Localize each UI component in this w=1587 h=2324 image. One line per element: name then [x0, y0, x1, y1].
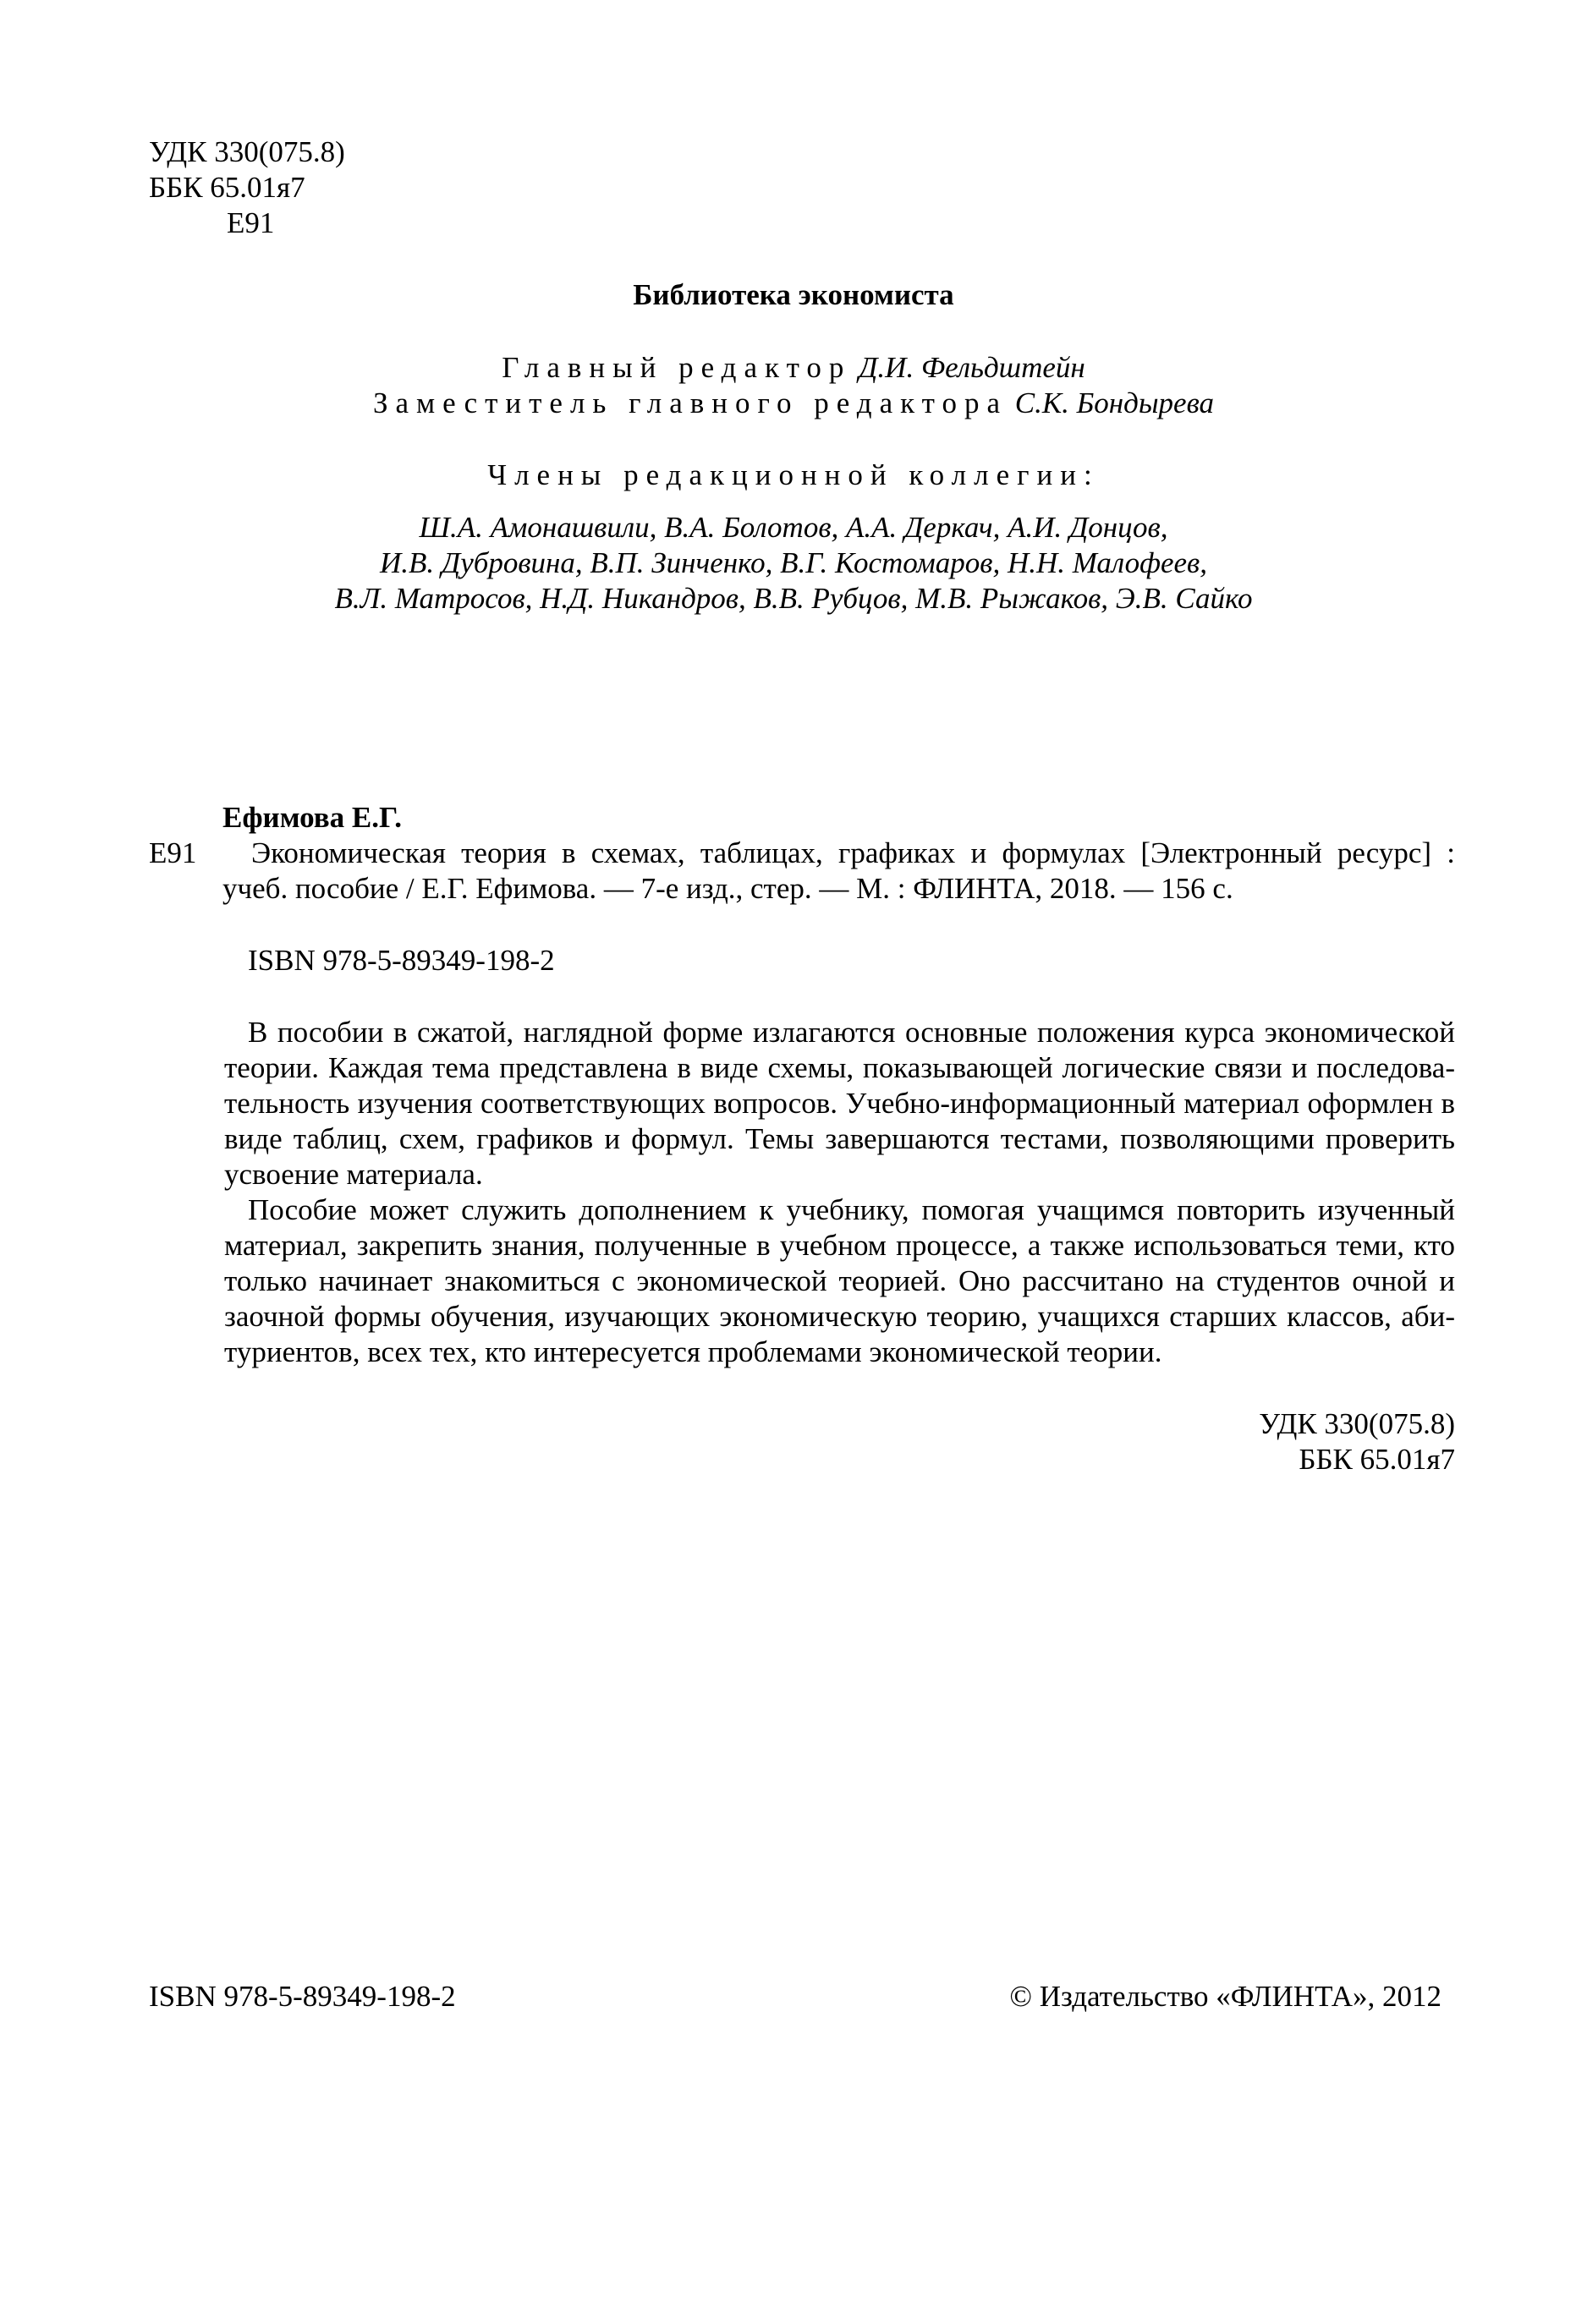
annotation-line: виде таблиц, схем, графиков и формул. Темы завершаются тестами, позволяющими проверить: [224, 1122, 1455, 1155]
deputy-editor-label: Заместитель главного редактора: [372, 386, 1008, 419]
annotation-line: В пособии в сжатой, наглядной форме излагаются основные положения курса экономической: [248, 1016, 1455, 1049]
bbk-code: ББК 65.01я7: [149, 171, 305, 204]
annotation-line: теории. Каждая тема представлена в виде схемы, показывающей логические связи и последова-: [224, 1051, 1455, 1084]
editorial-board-members-line: Ш.А. Амонашвили, В.А. Болотов, А.А. Деркач, А.И. Донцов,: [419, 511, 1168, 544]
isbn-record: ISBN 978-5-89349-198-2: [248, 944, 555, 977]
editorial-board-label: Члены редакционной коллегии:: [487, 458, 1100, 491]
annotation-line: только начинает знакомиться с экономической теорией. Оно рассчитано на студентов очной и: [224, 1264, 1455, 1297]
annotation-line: усвоение материала.: [224, 1158, 483, 1191]
udk-code: УДК 330(075.8): [149, 135, 345, 168]
chief-editor-line: [0, 350, 1587, 386]
deputy-editor-line: [0, 386, 1587, 421]
editorial-board-heading: [0, 458, 1587, 493]
bibliographic-mark: Е91: [149, 836, 197, 869]
bbk-code-bottom: ББК 65.01я7: [1299, 1443, 1455, 1476]
bibliographic-title-line: Экономическая теория в схемах, таблицах, графиках и формулах [Электронный ресурс] :: [251, 836, 1455, 869]
deputy-editor-name: С.К. Бондырева: [1014, 386, 1215, 419]
editorial-board-members-line: В.Л. Матросов, Н.Д. Никандров, В.В. Рубцов, М.В. Рыжаков, Э.В. Сайко: [334, 582, 1253, 615]
author-heading: Ефимова Е.Г.: [222, 801, 403, 834]
annotation-line: материал, закрепить знания, полученные в учебном процессе, а также использоваться теми, кто: [224, 1229, 1455, 1262]
chief-editor-label: Главный редактор: [502, 351, 852, 384]
chief-editor-name: Д.И. Фельдштейн: [859, 351, 1085, 384]
series-title: Библиотека экономиста: [633, 278, 954, 311]
footer-isbn: ISBN 978-5-89349-198-2: [149, 1980, 456, 2013]
annotation-line: туриентов, всех тех, кто интересуется проблемами экономической теории.: [224, 1335, 1162, 1368]
author-mark: Е91: [227, 206, 275, 239]
annotation-line: тельность изучения соответствующих вопросов. Учебно-информационный материал оформлен в: [224, 1087, 1455, 1120]
annotation-line: Пособие может служить дополнением к учебнику, помогая учащимся повторить изученный: [248, 1193, 1455, 1226]
editorial-board-members-line: И.В. Дубровина, В.П. Зинченко, В.Г. Костомаров, Н.Н. Малофеев,: [380, 546, 1207, 579]
udk-code-bottom: УДК 330(075.8): [1259, 1407, 1455, 1440]
annotation-line: заочной формы обучения, изучающих экономическую теорию, учащихся старших классов, аби-: [224, 1300, 1455, 1333]
footer-copyright: © Издательство «ФЛИНТА», 2012: [1009, 1980, 1441, 2013]
bibliographic-title-line: учеб. пособие / Е.Г. Ефимова. — 7-е изд., стер. — М. : ФЛИНТА, 2018. — 156 с.: [222, 872, 1233, 905]
